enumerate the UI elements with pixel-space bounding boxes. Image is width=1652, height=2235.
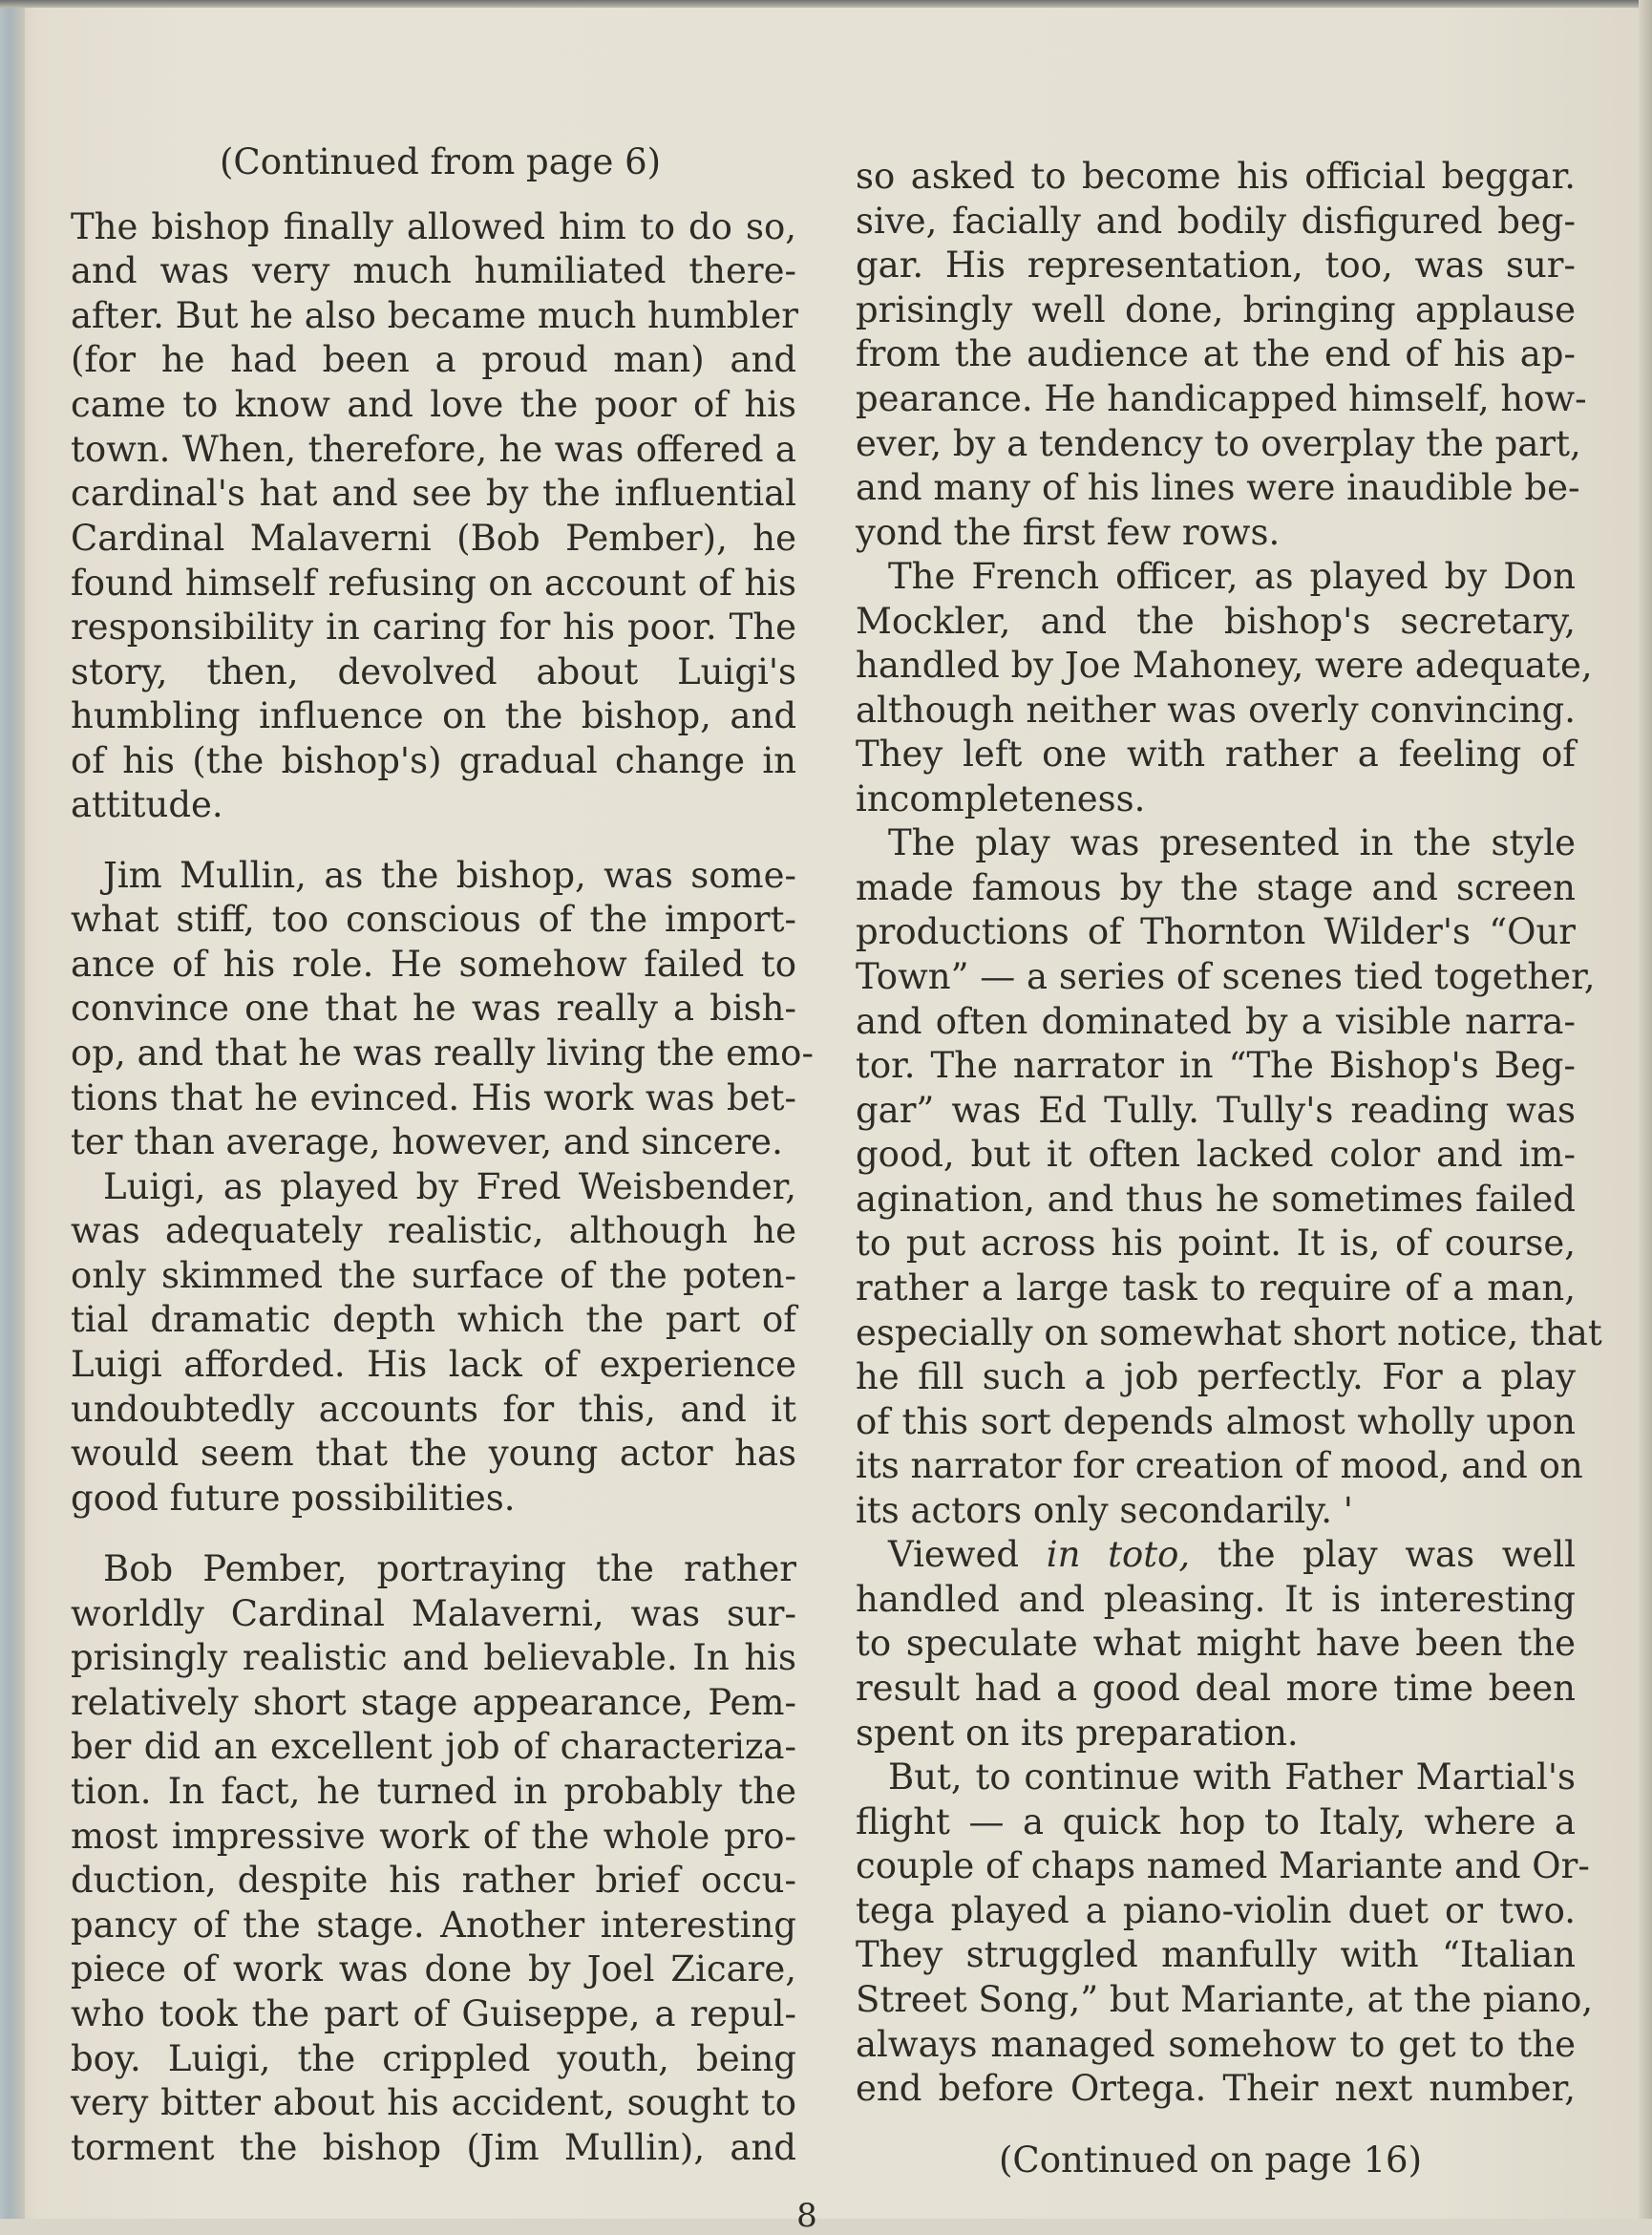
left-column-text-line: very bitter about his accident, sought to — [71, 2082, 796, 2123]
right-column-text-line: The play was presented in the style — [888, 822, 1576, 863]
left-column-text-line: and was very much humiliated there- — [71, 250, 796, 291]
right-column-text-line: couple of chaps named Mariante and Or- — [856, 1845, 1590, 1886]
left-column-text-line: duction, despite his rather brief occu- — [71, 1860, 796, 1901]
left-column-text-line: attitude. — [71, 784, 223, 825]
right-column-text-line: to put across his point. It is, of course, — [856, 1223, 1576, 1264]
left-column-text-line: relatively short stage appearance, Pem- — [71, 1682, 796, 1723]
left-column-text-line: (for he had been a proud man) and — [71, 339, 796, 380]
right-column-text-line: agination, and thus he sometimes failed — [856, 1179, 1576, 1220]
left-column-text-line: good future possibilities. — [71, 1478, 516, 1519]
left-column-text-line: The bishop finally allowed him to do so, — [71, 206, 796, 247]
left-column-text-line: town. When, therefore, he was offered a — [71, 429, 796, 470]
right-column-text-line: They struggled manfully with “Italian — [856, 1934, 1576, 1975]
left-column-text-line: ter than average, however, and sincere. — [71, 1121, 783, 1162]
left-column-text-line: tion. In fact, he turned in probably the — [71, 1771, 796, 1812]
right-column-text-line: made famous by the stage and screen — [856, 867, 1576, 908]
text-segment: the play was well — [1190, 1534, 1576, 1575]
left-column-text-line: responsibility in caring for his poor. The — [71, 607, 796, 648]
right-column-text-line: handled and pleasing. It is interesting — [856, 1579, 1576, 1620]
right-column-text-line: tega played a piano-violin duet or two. — [856, 1890, 1576, 1931]
left-column-text-line: Luigi afforded. His lack of experience — [71, 1344, 796, 1385]
left-column-text-line: op, and that he was really living the emo- — [71, 1032, 814, 1074]
right-column-text-line: incompleteness. — [856, 778, 1146, 820]
left-column-text-line: Luigi, as played by Fred Weisbender, — [103, 1166, 796, 1207]
right-column-text-line: so asked to become his official beggar. — [856, 156, 1576, 197]
right-column-text-line: Town” — a series of scenes tied together, — [856, 956, 1596, 997]
right-column-text-line: its narrator for creation of mood, and on — [856, 1445, 1583, 1486]
right-column-text-line: good, but it often lacked color and im- — [856, 1134, 1576, 1175]
right-column-text-line: Mockler, and the bishop's secretary, — [856, 601, 1576, 642]
right-column-text-line: productions of Thornton Wilder's “Our — [856, 911, 1576, 952]
left-column-text-line: story, then, devolved about Luigi's — [71, 651, 796, 692]
left-column-text-line: boy. Luigi, the crippled youth, being — [71, 2038, 796, 2079]
right-column-text-line: to speculate what might have been the — [856, 1623, 1576, 1664]
right-column-text-line: always managed somehow to get to the — [856, 2024, 1576, 2065]
left-column-text-line: humbling influence on the bishop, and — [71, 695, 796, 736]
left-column-text-line: found himself refusing on account of his — [71, 563, 796, 604]
right-column-text-line: handled by Joe Mahoney, were adequate, — [856, 645, 1593, 686]
right-column-text-line: result had a good deal more time been — [856, 1668, 1576, 1709]
page-binding — [0, 0, 25, 2219]
left-column-text-line: torment the bishop (Jim Mullin), and — [71, 2127, 796, 2168]
continued-on-note: (Continued on page 16) — [999, 2139, 1423, 2181]
right-column-text-line: of this sort depends almost wholly upon — [856, 1401, 1576, 1442]
right-column-text-line: sive, facially and bodily disfigured beg- — [856, 201, 1576, 242]
right-column-text-line: spent on its preparation. — [856, 1713, 1299, 1754]
left-column-text-line: Cardinal Malaverni (Bob Pember), he — [71, 518, 796, 559]
left-column-text-line: was adequately realistic, although he — [71, 1210, 796, 1251]
left-column-text-line: of his (the bishop's) gradual change in — [71, 740, 796, 781]
right-column-text-line: But, to continue with Father Martial's — [888, 1756, 1576, 1798]
left-column-text-line: piece of work was done by Joel Zicare, — [71, 1948, 796, 1990]
left-column-text-line: prisingly realistic and believable. In his — [71, 1637, 796, 1678]
left-column-text-line: only skimmed the surface of the poten- — [71, 1255, 796, 1296]
right-column-text-line: end before Ortega. Their next number, — [856, 2068, 1576, 2109]
left-column-text-line: cardinal's hat and see by the influential — [71, 473, 796, 514]
right-column-text-line: especially on somewhat short notice, that — [856, 1312, 1602, 1353]
left-column-text-line: convince one that he was really a bish- — [71, 988, 796, 1029]
right-column-text-line: prisingly well done, bringing applause — [856, 289, 1576, 330]
left-column-text-line: most impressive work of the whole pro- — [71, 1816, 796, 1857]
right-column-text-line: and often dominated by a visible narra- — [856, 1001, 1576, 1042]
continued-from-note: (Continued from page 6) — [220, 141, 662, 182]
left-column-text-line: Jim Mullin, as the bishop, was some- — [103, 855, 796, 896]
right-column-text-line: although neither was overly convincing. — [856, 690, 1576, 731]
right-column-text-line: he fill such a job perfectly. For a play — [856, 1356, 1576, 1397]
right-column-text-line: tor. The narrator in “The Bishop's Beg- — [856, 1045, 1576, 1086]
left-column-text-line: undoubtedly accounts for this, and it — [71, 1389, 796, 1430]
right-column-text-line — [856, 1534, 1576, 1576]
left-column-text-line: worldly Cardinal Malaverni, was sur- — [71, 1593, 796, 1634]
right-column-text-line: rather a large task to require of a man, — [856, 1267, 1576, 1309]
left-column-text-line: ance of his role. He somehow failed to — [71, 944, 796, 985]
right-column-text-line: and many of his lines were inaudible be- — [856, 467, 1580, 508]
left-column-text-line: tial dramatic depth which the part of — [71, 1299, 796, 1340]
left-column-text-line: came to know and love the poor of his — [71, 384, 796, 425]
left-column-text-line: after. But he also became much humbler — [71, 295, 798, 336]
left-column-text-line: what stiff, too conscious of the import- — [71, 899, 796, 940]
right-column-text-line: gar. His representation, too, was sur- — [856, 245, 1576, 286]
left-column-text-line: would seem that the young actor has — [71, 1433, 796, 1474]
right-column-text-line: from the audience at the end of his ap- — [856, 333, 1576, 374]
text-segment: Viewed — [888, 1534, 1047, 1575]
page-number: 8 — [796, 2197, 817, 2235]
right-column-text-line: Street Song,” but Mariante, at the piano, — [856, 1979, 1594, 2020]
right-column-text-line: flight — a quick hop to Italy, where a — [856, 1801, 1576, 1842]
left-column-text-line: Bob Pember, portraying the rather — [103, 1548, 796, 1589]
right-column-text-line: yond the first few rows. — [856, 512, 1281, 553]
right-column-text-line: gar” was Ed Tully. Tully's reading was — [856, 1090, 1576, 1131]
right-column-text-line: its actors only secondarily. ' — [856, 1490, 1353, 1531]
left-column-text-line: ber did an excellent job of characteriza- — [71, 1726, 796, 1767]
left-column-text-line: who took the part of Guiseppe, a repul- — [71, 1993, 796, 2034]
right-column-text-line: The French officer, as played by Don — [888, 556, 1576, 597]
top-edge — [0, 0, 1652, 8]
right-column-text-line: pearance. He handicapped himself, how- — [856, 378, 1587, 419]
right-edge — [1639, 0, 1652, 2219]
right-column-text-line: They left one with rather a feeling of — [856, 734, 1576, 775]
left-column-text-line: tions that he evinced. His work was bet- — [71, 1077, 796, 1118]
right-column-text-line: ever, by a tendency to overplay the part, — [856, 423, 1581, 464]
italic-phrase: in toto, — [1046, 1534, 1191, 1575]
left-column-text-line: pancy of the stage. Another interesting — [71, 1905, 796, 1946]
